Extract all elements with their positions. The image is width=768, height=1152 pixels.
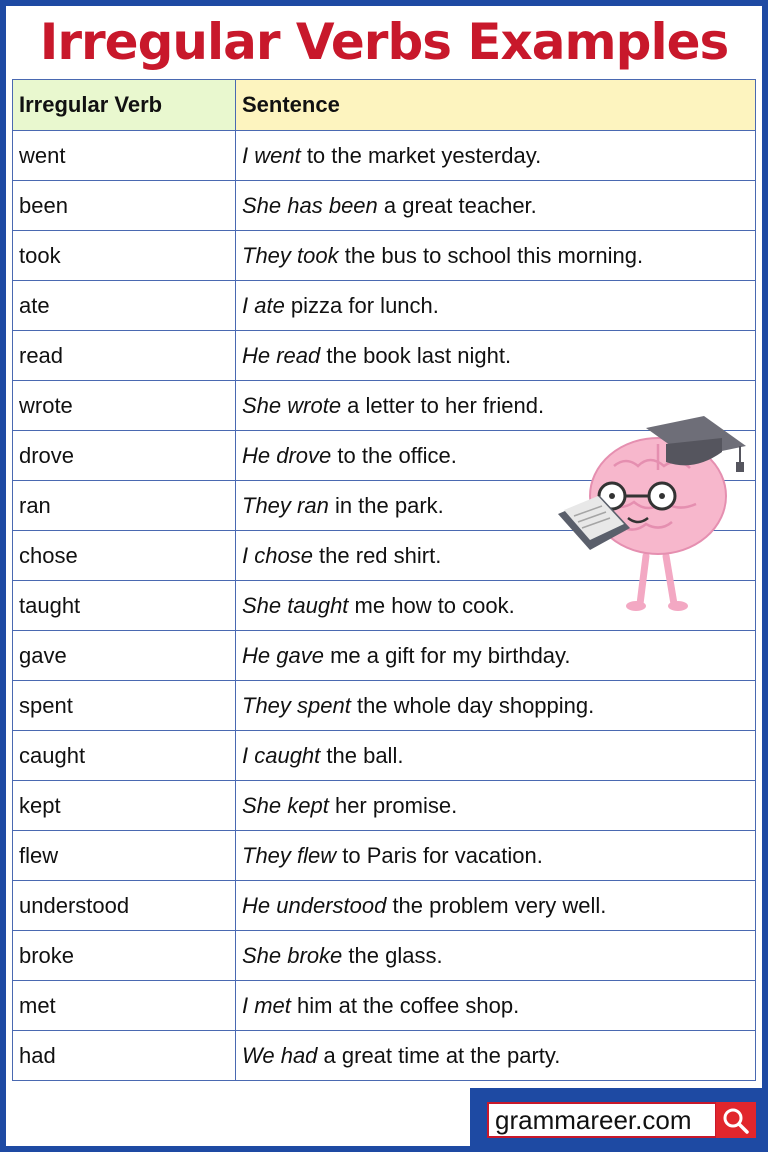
verb-cell: been	[13, 181, 236, 231]
verb-cell: caught	[13, 731, 236, 781]
table-row	[13, 181, 756, 231]
sentence-subject-verb: He gave	[242, 642, 324, 668]
verb-cell: kept	[13, 781, 236, 831]
sentence-cell	[236, 731, 756, 781]
page-title: Irregular Verbs Examples	[39, 13, 729, 71]
sentence-rest: a great time at the party.	[317, 1042, 561, 1068]
sentence-subject-verb: She broke	[242, 942, 343, 968]
sentence-cell	[236, 831, 756, 881]
sentence-subject-verb: He understood	[242, 892, 387, 918]
verb-cell: spent	[13, 681, 236, 731]
verb-cell: chose	[13, 531, 236, 581]
sentence-rest: the problem very well.	[386, 892, 607, 918]
sentence-subject-verb: I ate	[242, 292, 285, 318]
sentence-rest: her promise.	[328, 792, 458, 818]
table-row	[13, 731, 756, 781]
verb-cell: flew	[13, 831, 236, 881]
sentence-rest: the book last night.	[320, 342, 512, 368]
sentence-subject-verb: He read	[242, 342, 321, 368]
sentence-cell	[236, 1031, 756, 1081]
sentence-cell	[236, 931, 756, 981]
sentence-rest: the glass.	[342, 942, 443, 968]
sentence-rest: to the market yesterday.	[300, 142, 542, 168]
verb-cell: taught	[13, 581, 236, 631]
header-irregular-verb: Irregular Verb	[13, 80, 236, 131]
verb-cell: met	[13, 981, 236, 1031]
sentence-rest: me a gift for my birthday.	[323, 642, 571, 668]
verb-cell: had	[13, 1031, 236, 1081]
verb-cell: went	[13, 131, 236, 181]
sentence-subject-verb: They took	[242, 242, 339, 268]
sentence-rest: the bus to school this morning.	[338, 242, 644, 268]
table-row	[13, 231, 756, 281]
sentence-rest: the ball.	[320, 742, 404, 768]
sentence-subject-verb: I met	[242, 992, 291, 1018]
sentence-subject-verb: They spent	[242, 692, 351, 718]
table-row	[13, 981, 756, 1031]
sentence-cell	[236, 281, 756, 331]
header-sentence: Sentence	[236, 80, 756, 131]
verb-cell: ate	[13, 281, 236, 331]
verb-cell: read	[13, 331, 236, 381]
sentence-rest: in the park.	[328, 492, 444, 518]
sentence-subject-verb: I caught	[242, 742, 321, 768]
table-row	[13, 331, 756, 381]
brain-mascot-illustration	[554, 406, 746, 618]
infographic-page	[6, 6, 762, 1146]
sentence-rest: him at the coffee shop.	[290, 992, 520, 1018]
table-row	[13, 781, 756, 831]
sentence-subject-verb: I chose	[242, 542, 313, 568]
sentence-subject-verb: She wrote	[242, 392, 342, 418]
table-row	[13, 1031, 756, 1081]
sentence-cell	[236, 631, 756, 681]
sentence-rest: to the office.	[331, 442, 457, 468]
verb-cell: broke	[13, 931, 236, 981]
table-header-row	[13, 80, 756, 131]
table-row	[13, 931, 756, 981]
sentence-rest: a letter to her friend.	[341, 392, 545, 418]
sentence-rest: a great teacher.	[377, 192, 537, 218]
table-row	[13, 681, 756, 731]
sentence-cell	[236, 231, 756, 281]
sentence-cell	[236, 781, 756, 831]
sentence-cell	[236, 181, 756, 231]
verb-cell: ran	[13, 481, 236, 531]
sentence-cell	[236, 131, 756, 181]
sentence-subject-verb: She kept	[242, 792, 329, 818]
sentence-cell	[236, 681, 756, 731]
table-row	[13, 631, 756, 681]
brand-website[interactable]: grammareer.com	[487, 1102, 717, 1138]
sentence-subject-verb: They flew	[242, 842, 337, 868]
sentence-subject-verb: She taught	[242, 592, 349, 618]
verb-cell: drove	[13, 431, 236, 481]
table-row	[13, 881, 756, 931]
sentence-subject-verb: She has been	[242, 192, 378, 218]
sentence-rest: the whole day shopping.	[350, 692, 595, 718]
sentence-subject-verb: They ran	[242, 492, 329, 518]
verb-cell: wrote	[13, 381, 236, 431]
magnifier-icon	[716, 1102, 756, 1138]
table-row	[13, 831, 756, 881]
sentence-cell	[236, 331, 756, 381]
table-row	[13, 281, 756, 331]
sentence-subject-verb: We had	[242, 1042, 318, 1068]
table-row	[13, 131, 756, 181]
sentence-rest: me how to cook.	[348, 592, 515, 618]
sentence-subject-verb: I went	[242, 142, 301, 168]
sentence-subject-verb: He drove	[242, 442, 332, 468]
verb-cell: took	[13, 231, 236, 281]
sentence-cell	[236, 981, 756, 1031]
sentence-cell	[236, 881, 756, 931]
sentence-rest: to Paris for vacation.	[336, 842, 543, 868]
sentence-rest: pizza for lunch.	[284, 292, 439, 318]
sentence-rest: the red shirt.	[312, 542, 442, 568]
verb-cell: understood	[13, 881, 236, 931]
verb-cell: gave	[13, 631, 236, 681]
search-button[interactable]	[716, 1102, 756, 1138]
